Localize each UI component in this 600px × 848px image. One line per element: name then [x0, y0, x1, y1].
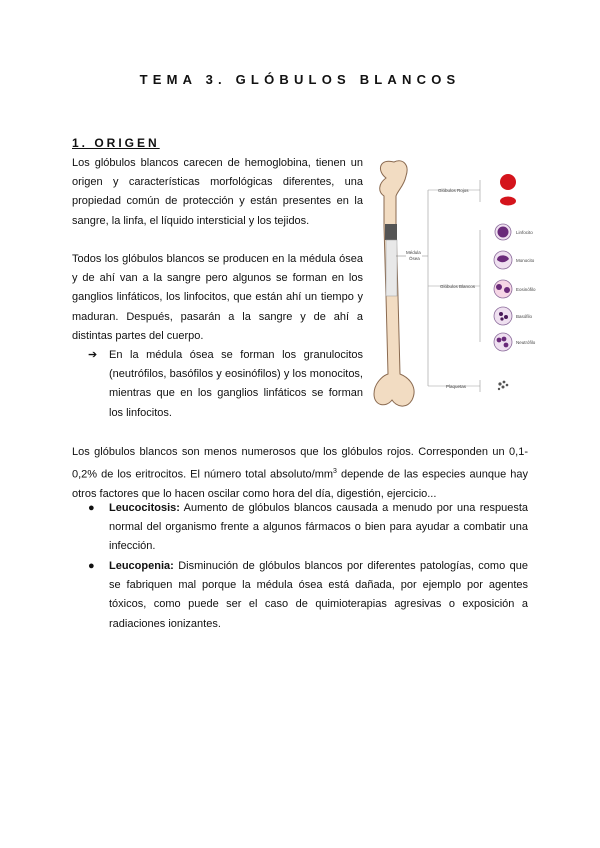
arrow-right-icon: ➔ — [88, 349, 98, 361]
label-medula: Médula — [406, 250, 421, 255]
label-osea: Ósea — [409, 256, 420, 261]
term-leucocitosis: Leucocitosis: — [109, 502, 180, 514]
bullet-dot-icon: ● — [88, 560, 95, 572]
red-blood-cell-side-icon — [500, 197, 516, 206]
red-blood-cell-icon — [500, 174, 516, 190]
page-title: TEMA 3. GLÓBULOS BLANCOS — [139, 72, 461, 87]
label-cell-2: Eosinófilo — [516, 287, 536, 292]
platelets-icon — [498, 381, 509, 391]
label-globulos-rojos: Glóbulos Rojos — [438, 188, 469, 193]
definition-leucocitosis: Aumento de glóbulos blancos causada a menudo por una respuesta normal del organismo frente a algunos fármacos o bien para ayudar a combatir una infección. — [109, 502, 528, 553]
label-globulos-blancos: Glóbulos Blancos — [440, 284, 476, 289]
basophil-icon — [494, 307, 512, 325]
lymphocyte-icon — [495, 224, 511, 240]
definition-leucopenia: Disminución de glóbulos blancos por diferentes patologías, como que se fabriquen mal porque la médula ósea está dañada, por ejemplo por agentes tóxicos, como puede ser el caso de quimioterapias agresivas o exposición a radiaciones ionizantes. — [109, 560, 528, 630]
femur-bone-icon — [374, 161, 414, 406]
paragraph-production: Todos los glóbulos blancos se producen en la médula ósea y de ahí van a la sangre pero algunos se forman en los ganglios linfáticos, los linfocitos, que están ahí un tiempo y maduran. Después, pasarán a la sangre y de ahí a distintas partes del cuerpo. — [72, 253, 363, 342]
label-cell-0: Linfocito — [516, 230, 533, 235]
neutrophil-icon — [494, 333, 512, 351]
monocyte-icon — [494, 251, 512, 269]
bullet-dot-icon: ● — [88, 502, 95, 514]
superscript-3: 3 — [333, 468, 337, 476]
bone-marrow-figure — [366, 156, 536, 418]
section-heading-origen: 1. ORIGEN — [72, 136, 160, 150]
label-cell-3: Basófilo — [516, 314, 533, 319]
paragraph-origin: Los glóbulos blancos carecen de hemoglobina, tienen un origen y características morfológicas diferentes, una propiedad común de protección y están presentes en la sangre, la linfa, el líquido intersticial y los tejidos. — [72, 157, 363, 227]
bullet-leucocitosis — [88, 499, 528, 557]
paragraph-counts-after: depende de las especies aunque hay otros factores que lo hacen oscilar como hora del día, digestión, ejercicio... — [72, 468, 528, 501]
term-leucopenia: Leucopenia: — [109, 560, 174, 572]
arrow-bullet-text: En la médula ósea se forman los granulocitos (neutrófilos, basófilos y eosinófilos) y los monocitos, mientras que en los ganglios linfáticos se forman los linfocitos. — [109, 349, 363, 419]
label-cell-1: Monocito — [516, 258, 535, 263]
bullet-leucopenia — [88, 557, 528, 634]
label-cell-4: Neutrófilo — [516, 340, 536, 345]
label-plaquetas: Plaquetas — [446, 384, 467, 389]
bone-marrow-diagram — [366, 156, 536, 418]
eosinophil-icon — [494, 280, 512, 298]
paragraph-counts — [72, 443, 528, 504]
arrow-bullet-item — [88, 346, 363, 423]
paragraph-counts-before: Los glóbulos blancos son menos numerosos que los glóbulos rojos. Corresponden un 0,1-0,2% de los eritrocitos. El número total absoluto/mm — [72, 446, 528, 481]
